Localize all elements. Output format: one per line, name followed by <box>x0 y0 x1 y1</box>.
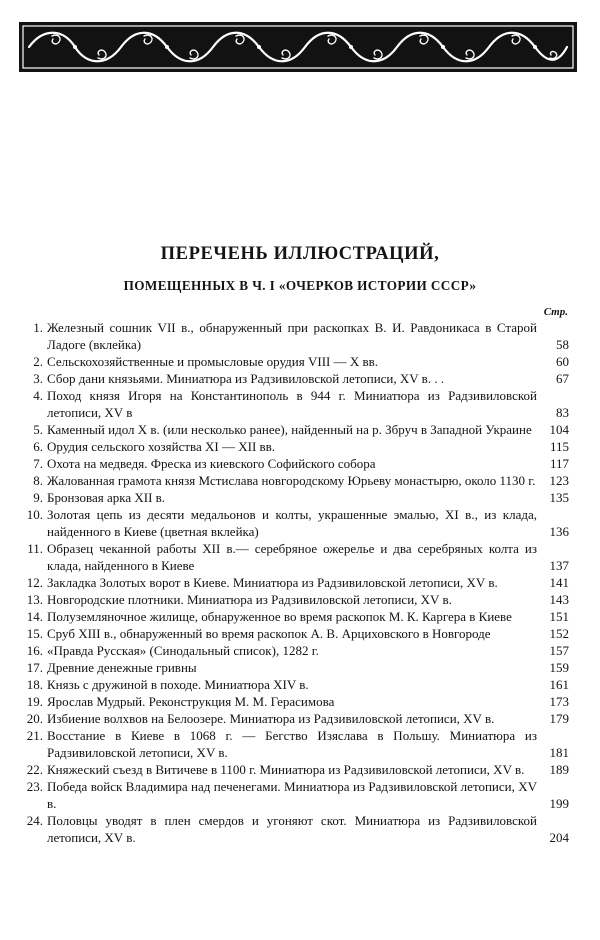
list-item <box>22 387 569 421</box>
item-number: 24. <box>26 813 43 828</box>
item-caption: Половцы уводят в плен смердов и угоняют скот. Миниатюра из Радзивиловской летописи, XV в. <box>47 813 537 845</box>
item-number: 5. <box>33 422 43 437</box>
item-page-number: 204 <box>549 830 569 845</box>
item-caption: Сруб XIII в., обнаруженный во время раскопок А. В. Арциховского в Новгороде <box>47 626 491 641</box>
item-page-number: 199 <box>549 796 569 811</box>
item-number: 17. <box>26 660 43 675</box>
item-page-number: 179 <box>549 711 569 726</box>
item-number: 18. <box>26 677 43 692</box>
item-page-number: 137 <box>549 558 569 573</box>
item-number: 3. <box>33 371 43 386</box>
item-page-number: 143 <box>549 592 569 607</box>
ornamental-header-band <box>19 22 577 72</box>
item-caption: Древние денежные гривны <box>47 660 197 675</box>
item-page-number: 58 <box>556 337 569 352</box>
item-caption: Князь с дружиной в походе. Миниатюра XIV в. <box>47 677 309 692</box>
item-caption: Орудия сельского хозяйства XI — XII вв. <box>47 439 276 454</box>
item-caption: Восстание в Киеве в 1068 г. — Бегство Изяслава в Польшу. Миниатюра из Радзивиловской летописи, XV в. <box>47 728 537 760</box>
page-title: ПЕРЕЧЕНЬ ИЛЛЮСТРАЦИЙ, <box>160 244 440 264</box>
list-item <box>22 574 569 591</box>
item-page-number: 157 <box>549 643 569 658</box>
list-item <box>22 370 569 387</box>
item-number: 8. <box>33 473 43 488</box>
page-column-label: Стр. <box>543 306 568 318</box>
item-page-number: 104 <box>549 422 569 437</box>
list-item <box>22 591 569 608</box>
list-item <box>22 727 569 761</box>
item-caption: Избиение волхвов на Белоозере. Миниатюра из Радзивиловской летописи, XV в. <box>47 711 495 726</box>
item-page-number: 115 <box>549 439 569 454</box>
item-caption: Полуземляночное жилище, обнаруженное во время раскопок М. К. Каргера в Киеве <box>47 609 512 624</box>
list-item <box>22 625 569 642</box>
item-caption: Поход князя Игоря на Константинополь в 944 г. Миниатюра из Радзивиловской летописи, XV в <box>47 388 537 420</box>
item-caption: Закладка Золотых ворот в Киеве. Миниатюра из Радзивиловской летописи, XV в. <box>47 575 498 590</box>
item-caption: Ярослав Мудрый. Реконструкция М. М. Герасимова <box>47 694 335 709</box>
list-item <box>22 319 569 353</box>
item-page-number: 181 <box>549 745 569 760</box>
list-item <box>22 455 569 472</box>
item-caption: Княжеский съезд в Витичеве в 1100 г. Миниатюра из Радзивиловской летописи, XV в. <box>47 762 525 777</box>
item-number: 1. <box>33 320 43 335</box>
item-number: 6. <box>33 439 43 454</box>
item-caption: Новгородские плотники. Миниатюра из Радзивиловской летописи, XV в. <box>47 592 452 607</box>
item-number: 10. <box>26 507 43 522</box>
item-number: 15. <box>26 626 43 641</box>
illustration-list <box>22 319 569 846</box>
list-item <box>22 710 569 727</box>
item-number: 16. <box>26 643 43 658</box>
list-item <box>22 353 569 370</box>
list-item <box>22 608 569 625</box>
list-item <box>22 693 569 710</box>
item-page-number: 135 <box>549 490 569 505</box>
item-page-number: 83 <box>556 405 569 420</box>
item-page-number: 136 <box>549 524 569 539</box>
list-item <box>22 540 569 574</box>
item-number: 9. <box>33 490 43 505</box>
item-caption: Бронзовая арка XII в. <box>47 490 166 505</box>
item-number: 7. <box>33 456 43 471</box>
list-item <box>22 812 569 846</box>
item-page-number: 173 <box>549 694 569 709</box>
item-number: 4. <box>33 388 43 403</box>
item-caption: Жалованная грамота князя Мстислава новгородскому Юрьеву монастырю, около 1130 г. <box>47 473 536 488</box>
item-number: 22. <box>26 762 43 777</box>
item-caption: Золотая цепь из десяти медальонов и колты, украшенные эмалью, XI в., из клада, найденного в Киеве (цветная вклейка) <box>47 507 537 539</box>
item-page-number: 151 <box>549 609 569 624</box>
list-item <box>22 472 569 489</box>
item-page-number: 141 <box>549 575 569 590</box>
item-page-number: 161 <box>549 677 569 692</box>
item-page-number: 67 <box>556 371 569 386</box>
item-number: 20. <box>26 711 43 726</box>
item-caption: Сбор дани князьями. Миниатюра из Радзивиловской летописи, XV в. . . <box>47 371 445 386</box>
item-number: 2. <box>33 354 43 369</box>
list-item <box>22 506 569 540</box>
item-caption: Образец чеканной работы XII в.— серебряное ожерелье и два серебряных колта из клада, найденного в Киеве <box>47 541 537 573</box>
list-item <box>22 761 569 778</box>
item-page-number: 159 <box>549 660 569 675</box>
item-caption: «Правда Русская» (Синодальный список), 1282 г. <box>47 643 319 658</box>
page-subtitle: ПОМЕЩЕННЫХ В Ч. I «ОЧЕРКОВ ИСТОРИИ СССР» <box>123 278 477 293</box>
item-number: 13. <box>26 592 43 607</box>
item-number: 14. <box>26 609 43 624</box>
item-caption: Сельскохозяйственные и промысловые орудия VIII — X вв. <box>47 354 379 369</box>
list-item <box>22 659 569 676</box>
list-item <box>22 438 569 455</box>
item-page-number: 117 <box>549 456 569 471</box>
item-page-number: 189 <box>549 762 569 777</box>
list-item <box>22 778 569 812</box>
item-page-number: 123 <box>549 473 569 488</box>
item-caption: Железный сошник VII в., обнаруженный при раскопках В. И. Равдоникаса в Старой Ладоге (вклейка) <box>47 320 537 352</box>
item-caption: Победа войск Владимира над печенегами. Миниатюра из Радзивиловской летописи, XV в. <box>47 779 537 811</box>
item-number: 23. <box>26 779 43 794</box>
item-number: 12. <box>26 575 43 590</box>
list-item <box>22 489 569 506</box>
list-item <box>22 642 569 659</box>
item-number: 11. <box>27 541 43 556</box>
item-number: 21. <box>26 728 43 743</box>
item-page-number: 152 <box>549 626 569 641</box>
item-caption: Охота на медведя. Фреска из киевского Софийского собора <box>47 456 376 471</box>
item-page-number: 60 <box>556 354 569 369</box>
list-item <box>22 421 569 438</box>
item-caption: Каменный идол X в. (или несколько ранее), найденный на р. Збруч в Западной Украине <box>47 422 532 437</box>
item-number: 19. <box>26 694 43 709</box>
list-item <box>22 676 569 693</box>
